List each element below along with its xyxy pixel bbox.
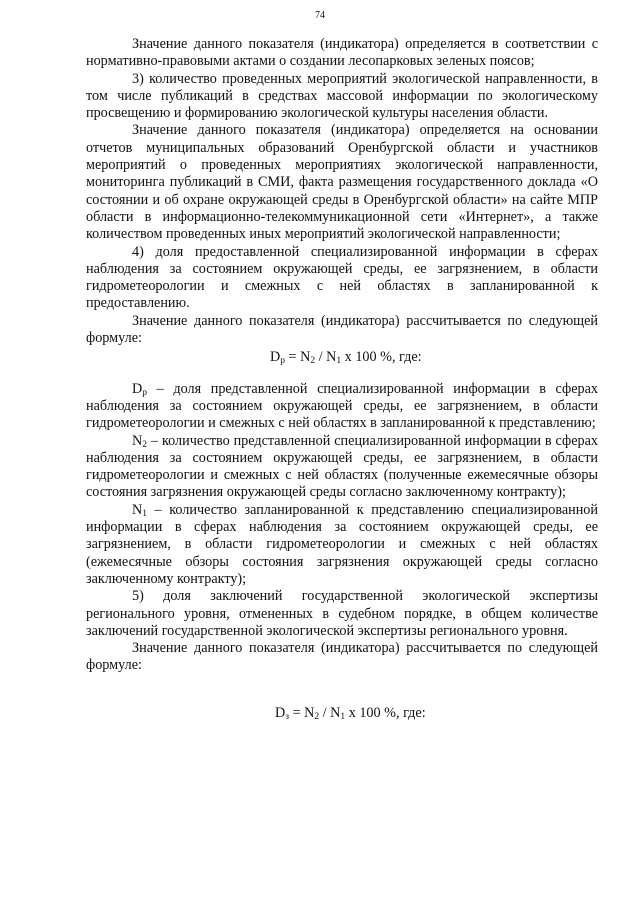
paragraph-formula-intro-2: Значение данного показателя (индикатора) рассчитывается по следующей формуле: bbox=[86, 640, 598, 674]
page-number: 74 bbox=[315, 10, 325, 21]
paragraph-item-3: 3) количество проведенных мероприятий экологической направленности, в том числе публикаций в средствах массовой информации по экологическому просвещению и формированию экологической культуры населения области. bbox=[86, 70, 598, 122]
document-body bbox=[86, 36, 598, 722]
definition-n2: $N_2$ – количество представленной специализированной информации в сферах наблюдения за состоянием окружающей среды, ее загрязнением, в области гидрометеорологии и смежных с ней областях (полученные ежемесячные обзоры состояния загрязнения окружающей среды согласно заключенному контракту); bbox=[86, 432, 598, 501]
definition-dp: $D_р$ – доля представленной специализированной информации в сферах наблюдения за состоянием окружающей среды, ее загрязнением, в области гидрометеорологии и смежных с ней областях в запланированной к представлению; bbox=[86, 380, 598, 432]
paragraph-indicator-meaning: Значение данного показателя (индикатора) определяется в соответствии с нормативно-правовыми актами о создании лесопарковых зеленых поясов; bbox=[86, 36, 598, 70]
paragraph-item-5: 5) доля заключений государственной экологической экспертизы регионального уровня, отмененных в судебном порядке, в общем количестве заключений государственной экологической экспертизы регионального уровня. bbox=[86, 588, 598, 639]
paragraph-item-4: 4) доля предоставленной специализированной информации в сферах наблюдения за состоянием окружающей среды, ее загрязнением, в области гидрометеорологии и смежных с ней областях в запланированной к предоставлению. bbox=[86, 243, 598, 312]
paragraph-indicator-basis: Значение данного показателя (индикатора) определяется на основании отчетов муниципальных образований Оренбургской области и участников мероприятий о проведенных мероприятиях экологической направленности, мониторинга публикаций в СМИ, факта размещения государственного доклада «О состоянии и об охране окружающей среды в Оренбургской области» на сайте МПР области в информационно-телекоммуникационной сети «Интернет», а также количеством проведенных иных мероприятий экологической направленности; bbox=[86, 122, 598, 243]
definition-n1: $N_1$ – количество запланированной к представлению специализированной информации в сферах наблюдения за состоянием окружающей среды, ее загрязнением, в области гидрометеорологии и смежных с ней областях (ежемесячные обзоры состояния загрязнения окружающей среды согласно заключенному контракту); bbox=[86, 501, 598, 587]
paragraph-formula-intro: Значение данного показателя (индикатора) рассчитывается по следующей формуле: bbox=[86, 312, 598, 347]
formula-dp: $D_р = N_2 / N_1$ x 100 %, где: bbox=[270, 349, 422, 367]
formula-dz: $D_з = N_2 / N_1$ x 100 %, где: bbox=[275, 704, 426, 722]
